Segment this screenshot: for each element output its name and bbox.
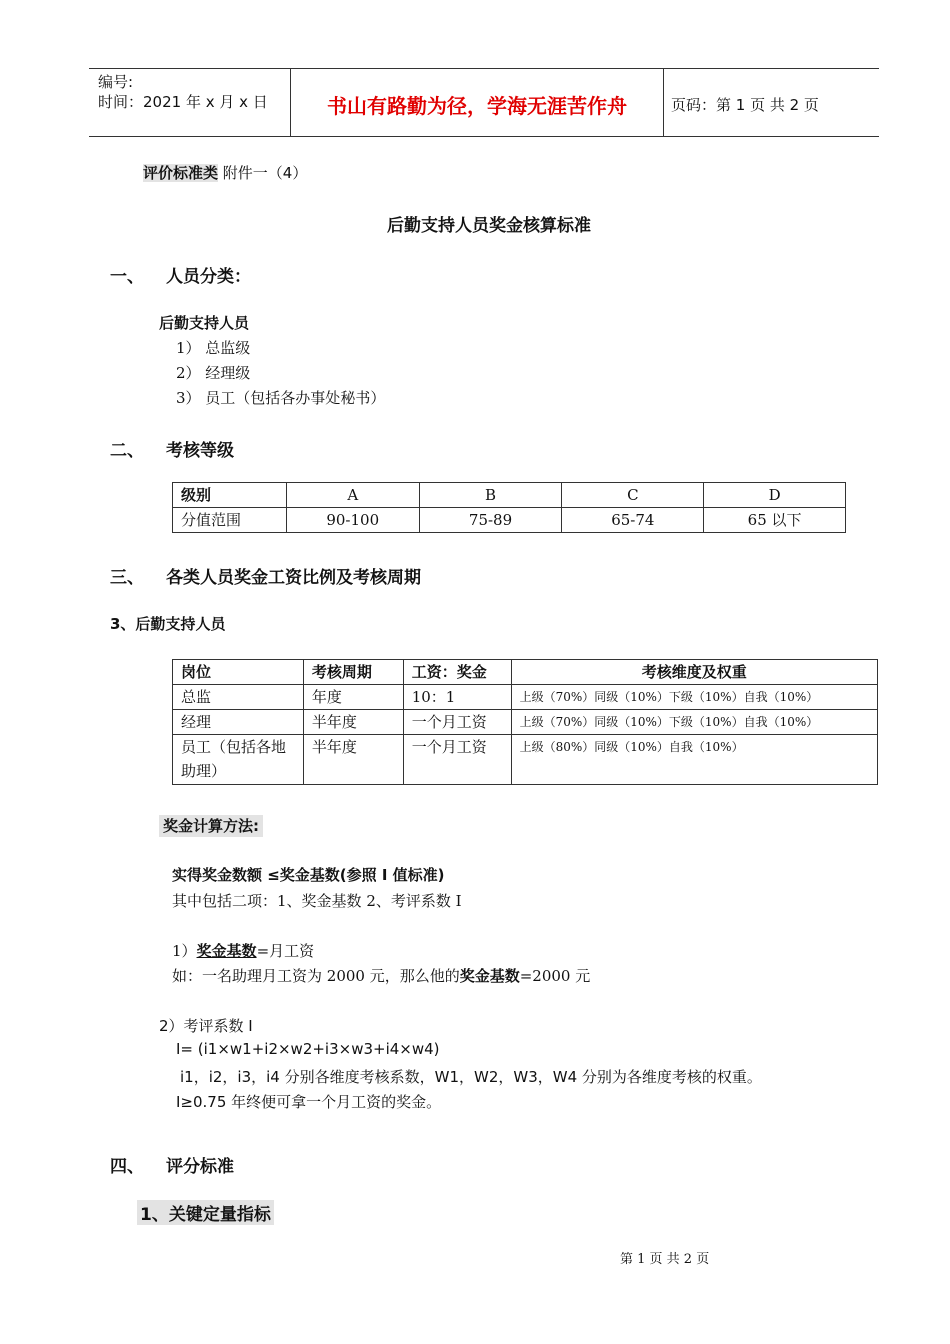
header-number: 编号: <box>98 73 134 91</box>
bonus-method-heading <box>159 815 263 836</box>
bonus-includes: 其中包括二项：1、奖金基数 2、考评系数 I <box>172 892 462 910</box>
section-2-title: 考核等级 <box>166 441 234 461</box>
table-header-cell: 级别 <box>173 483 287 508</box>
staff-item: 1） 总监级 <box>176 339 251 357</box>
table-cell: 65 以下 <box>704 508 846 533</box>
staff-group-label: 后勤支持人员 <box>159 314 250 332</box>
header-meta <box>98 72 268 112</box>
section-3-title: 各类人员奖金工资比例及考核周期 <box>166 568 421 588</box>
table-header-cell: D <box>704 483 846 508</box>
table-cell: 员工（包括各地助理） <box>173 735 304 785</box>
table-cell: 90-100 <box>286 508 419 533</box>
table-cell: 总监 <box>173 685 304 710</box>
item-term: 奖金基数 <box>196 942 257 960</box>
header-page-number: 页码：第 1 页 共 2 页 <box>671 96 819 114</box>
bonus-example <box>172 965 590 986</box>
table-header-cell: 工资：奖金 <box>403 660 511 685</box>
attachment-label: 附件一（4） <box>222 164 308 182</box>
grade-table <box>172 482 846 533</box>
table-cell: 上级（80%）同级（10%）自我（10%） <box>511 735 877 785</box>
section-4-subtitle: 1、关键定量指标 <box>137 1200 274 1225</box>
table-cell: 上级（70%）同级（10%）下级（10%）自我（10%） <box>511 685 877 710</box>
bonus-item-1 <box>172 940 314 961</box>
header-divider <box>663 69 664 136</box>
table-cell: 一个月工资 <box>403 735 511 785</box>
page-header <box>89 68 879 137</box>
table-cell: 上级（70%）同级（10%）下级（10%）自我（10%） <box>511 710 877 735</box>
bonus-ratio-table <box>172 659 878 785</box>
header-motto: 书山有路勤为径，学海无涯苦作舟 <box>327 94 627 118</box>
coefficient-equation: I= (i1×w1+i2×w2+i3×w3+i4×w4) <box>176 1040 440 1058</box>
page-footer: 第 1 页 共 2 页 <box>620 1252 710 1267</box>
table-row <box>173 483 846 508</box>
table-cell: 75-89 <box>419 508 562 533</box>
header-time: 时间：2021 年 x 月 x 日 <box>98 93 268 111</box>
table-row <box>173 685 878 710</box>
table-row <box>173 710 878 735</box>
section-3-number: 三、 <box>110 568 144 588</box>
table-cell: 10：1 <box>403 685 511 710</box>
table-header-cell: 岗位 <box>173 660 304 685</box>
table-cell: 年度 <box>303 685 403 710</box>
document-title: 后勤支持人员奖金核算标准 <box>387 216 591 236</box>
bonus-formula: 实得奖金数额 ≤奖金基数(参照 I 值标准) <box>172 866 445 884</box>
table-cell: 半年度 <box>303 735 403 785</box>
section-1-number: 一、 <box>110 267 144 287</box>
section-4-title: 评分标准 <box>166 1157 234 1177</box>
table-cell: 一个月工资 <box>403 710 511 735</box>
table-header-cell: A <box>286 483 419 508</box>
table-row <box>173 508 846 533</box>
table-header-cell: C <box>562 483 704 508</box>
staff-item: 2） 经理级 <box>176 364 251 382</box>
item-prefix: 1） <box>172 942 197 960</box>
bonus-item-2: 2）考评系数 I <box>159 1017 253 1035</box>
section-4-number: 四、 <box>110 1157 144 1177</box>
example-suffix: =2000 元 <box>519 967 591 985</box>
table-header-cell: 考核周期 <box>303 660 403 685</box>
table-cell: 经理 <box>173 710 304 735</box>
table-cell: 分值范围 <box>173 508 287 533</box>
table-header-cell: 考核维度及权重 <box>511 660 877 685</box>
example-term: 奖金基数 <box>459 967 520 985</box>
section-2-number: 二、 <box>110 441 144 461</box>
item-suffix: =月工资 <box>256 942 315 960</box>
table-row <box>173 660 878 685</box>
bonus-method-label: 奖金计算方法: <box>159 815 263 837</box>
category-line <box>143 162 307 183</box>
table-cell: 65-74 <box>562 508 704 533</box>
example-prefix: 如：一名助理月工资为 2000 元，那么他的 <box>172 967 460 985</box>
category-label: 评价标准类 <box>143 164 219 182</box>
header-divider <box>290 69 291 136</box>
table-header-cell: B <box>419 483 562 508</box>
section-3-subtitle: 3、后勤支持人员 <box>110 615 226 633</box>
staff-item: 3） 员工（包括各办事处秘书） <box>176 389 386 407</box>
table-cell: 半年度 <box>303 710 403 735</box>
section-1-title: 人员分类： <box>166 267 251 287</box>
coefficient-rule: I≥0.75 年终便可拿一个月工资的奖金。 <box>176 1093 442 1111</box>
coefficient-explanation: i1，i2，i3，i4 分别各维度考核系数，W1，W2，W3，W4 分别为各维度考核的权重。 <box>180 1068 762 1086</box>
table-row <box>173 735 878 785</box>
